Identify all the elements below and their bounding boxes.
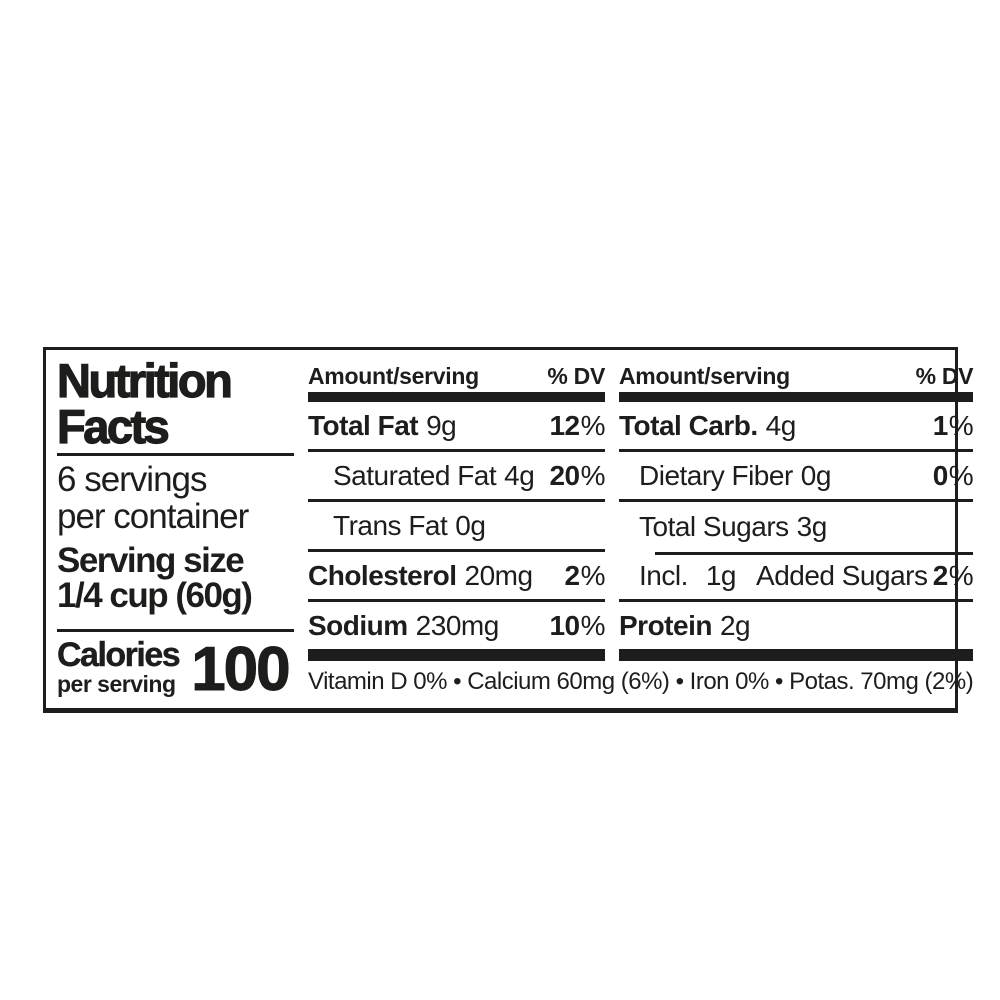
title-divider <box>57 453 294 456</box>
daily-value <box>933 410 973 442</box>
nutrient-row-trans-fat <box>308 502 605 552</box>
column-gutter <box>605 350 619 661</box>
column-header <box>308 360 605 392</box>
daily-value-number: 1 <box>932 409 948 441</box>
serving-size <box>57 543 308 613</box>
column-bottom-bar <box>619 649 973 661</box>
daily-value-percent-sign: % <box>580 559 605 591</box>
column-header <box>619 360 973 392</box>
daily-value-number: 10 <box>549 609 580 641</box>
servings-per-container <box>57 461 308 535</box>
calories-sublabel: per serving <box>57 671 176 697</box>
nutrition-facts-label <box>43 347 974 713</box>
daily-value-number: 0 <box>932 459 948 491</box>
daily-value <box>933 460 973 492</box>
label-title <box>57 354 308 453</box>
header-bar <box>619 392 973 402</box>
servings-count: 6 servings <box>57 460 207 499</box>
serving-size-label: Serving size <box>57 541 244 580</box>
nutrient-name: Total Fat <box>308 409 419 441</box>
daily-value <box>549 410 605 442</box>
nutrient-row-dietary-fiber <box>619 452 973 502</box>
nutrient-columns <box>308 350 973 661</box>
daily-value-number: 20 <box>549 459 580 491</box>
nutrient-row-total-carb <box>619 402 973 452</box>
daily-value-percent-sign: % <box>580 609 605 641</box>
daily-value-number: 12 <box>549 409 580 441</box>
calories-section <box>57 635 308 704</box>
nutrient-name: Trans Fat <box>333 509 448 541</box>
daily-value <box>549 610 605 642</box>
daily-value <box>549 460 605 492</box>
nutrient-column-fats <box>308 350 605 661</box>
amount-per-serving-heading: Amount/serving <box>308 362 479 389</box>
daily-value-number: 2 <box>564 559 580 591</box>
calories-label: Calories <box>57 636 180 674</box>
daily-value-number: 2 <box>932 559 948 591</box>
nutrient-name-suffix: Added Sugars <box>756 559 928 591</box>
nutrient-amount: 4g <box>765 409 796 441</box>
serving-size-value: 1/4 cup (60g) <box>57 576 252 615</box>
amount-per-serving-heading: Amount/serving <box>619 362 790 389</box>
nutrient-row-cholesterol <box>308 552 605 602</box>
daily-value-percent-sign: % <box>948 409 974 441</box>
nutrient-amount: 3g <box>796 511 827 542</box>
nutrient-row-protein <box>619 602 973 649</box>
nutrient-name: Incl. <box>639 559 688 591</box>
daily-value <box>933 560 973 592</box>
nutrient-amount: 4g <box>504 459 535 491</box>
nutrient-row-saturated-fat <box>308 452 605 502</box>
nutrient-name: Protein <box>619 609 712 641</box>
servings-per-container-text: per container <box>57 497 249 536</box>
label-title-line1: Nutrition <box>57 354 231 407</box>
nutrient-amount: 230mg <box>415 609 499 641</box>
label-title-line2: Facts <box>57 400 168 453</box>
nutrient-amount: 0g <box>455 509 486 541</box>
nutrient-table-area <box>308 350 973 708</box>
nutrient-amount: 1g <box>705 559 737 591</box>
daily-value-percent-sign: % <box>948 459 974 491</box>
nutrient-name: Dietary Fiber <box>639 459 793 491</box>
nutrient-name: Total Carb. <box>619 409 758 441</box>
micronutrients-line: Vitamin D 0% • Calcium 60mg (6%) • Iron 0% • Potas. 70mg (2%) <box>308 668 974 695</box>
percent-dv-heading: % DV <box>547 362 605 389</box>
percent-dv-heading: % DV <box>915 362 974 389</box>
calories-value: 100 <box>191 635 289 704</box>
daily-value-percent-sign: % <box>580 459 605 491</box>
nutrient-row-total-fat <box>308 402 605 452</box>
nutrient-row-added-sugars <box>619 552 973 602</box>
daily-value-percent-sign: % <box>580 409 605 441</box>
nutrient-name: Sodium <box>308 609 408 641</box>
nutrient-name: Total Sugars <box>639 511 789 542</box>
nutrient-row-sodium <box>308 602 605 649</box>
calories-words <box>57 636 180 697</box>
daily-value <box>565 560 605 592</box>
nutrient-amount: 0g <box>800 459 831 491</box>
column-bottom-bar <box>308 649 605 661</box>
nutrient-amount: 20mg <box>464 559 533 591</box>
label-identity-column <box>46 350 308 708</box>
daily-value-percent-sign: % <box>948 559 974 591</box>
nutrient-name: Saturated Fat <box>333 459 497 491</box>
nutrient-amount: 9g <box>426 409 457 441</box>
serving-size-divider <box>57 629 294 632</box>
nutrient-amount: 2g <box>719 609 751 641</box>
nutrient-column-carbs <box>619 350 973 661</box>
nutrient-name: Cholesterol <box>308 559 457 591</box>
nutrient-row-total-sugars <box>619 502 973 552</box>
header-bar <box>308 392 605 402</box>
